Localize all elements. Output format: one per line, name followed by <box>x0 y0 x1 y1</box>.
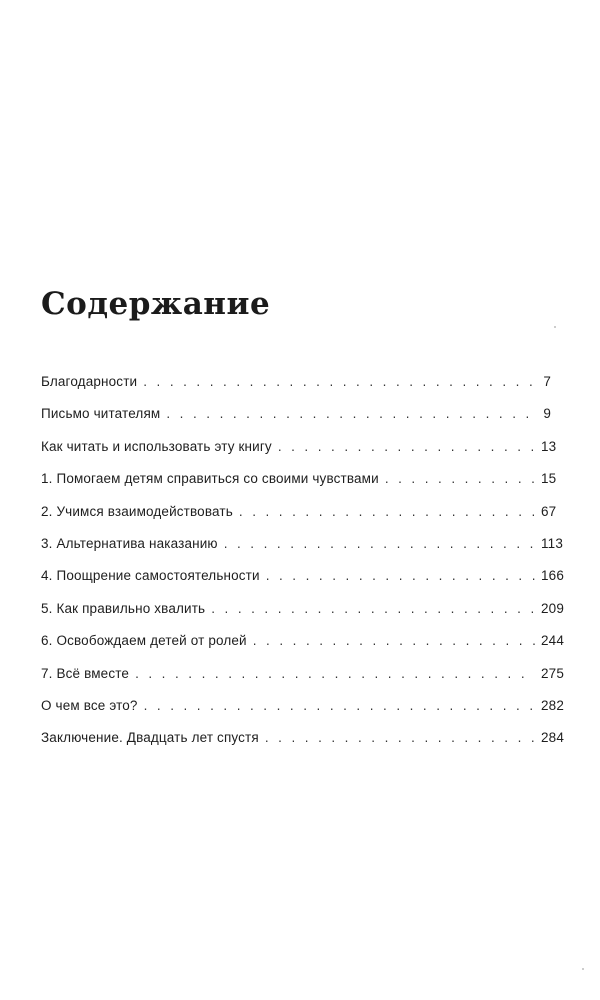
toc-entry-title: 5. Как правильно хвалить <box>41 600 206 616</box>
toc-entry <box>41 662 564 694</box>
toc-page-number: 113 <box>541 535 563 551</box>
dot-leader <box>253 629 535 653</box>
dot-leader <box>278 435 535 459</box>
toc-entry-title: 4. Поощрение самостоятельности <box>41 568 260 584</box>
toc-page-number: 166 <box>541 568 564 584</box>
toc-page-number: 7 <box>543 374 551 389</box>
table-of-contents <box>41 370 564 759</box>
toc-entry <box>41 597 564 629</box>
dot-leader <box>135 662 535 686</box>
toc-entry-title: 6. Освобождаем детей от ролей <box>41 633 247 649</box>
dot-leader <box>166 402 535 426</box>
toc-entry <box>41 629 564 661</box>
dot-leader <box>224 532 535 556</box>
toc-page-number: 282 <box>541 697 564 713</box>
page-title: Содержание <box>41 286 271 322</box>
dot-leader <box>143 370 535 394</box>
toc-entry <box>41 435 557 467</box>
toc-entry-title: 7. Всё вместе <box>41 665 130 681</box>
toc-entry <box>41 564 564 596</box>
dot-leader <box>385 467 535 491</box>
toc-entry <box>41 694 564 726</box>
toc-entry-title: Письмо читателям <box>41 406 161 422</box>
toc-entry <box>41 467 557 499</box>
paper-speck <box>582 968 584 970</box>
toc-page-number: 13 <box>541 438 557 454</box>
toc-entry-title: 3. Альтернатива наказанию <box>41 535 218 551</box>
toc-page-number: 244 <box>541 633 564 649</box>
toc-entry <box>41 370 551 402</box>
toc-entry-title: 1. Помогаем детям справиться со своими чувствами <box>41 471 379 487</box>
dot-leader <box>265 726 535 750</box>
dot-leader <box>211 597 535 621</box>
toc-entry <box>41 402 551 434</box>
toc-entry <box>41 500 557 532</box>
paper-speck <box>554 326 556 328</box>
toc-entry <box>41 532 563 564</box>
toc-entry-title: 2. Учимся взаимодействовать <box>41 503 233 519</box>
toc-entry-title: Заключение. Двадцать лет спустя <box>41 730 259 746</box>
toc-entry-title: Как читать и использовать эту книгу <box>41 438 272 454</box>
toc-page-number: 275 <box>541 665 564 681</box>
toc-entry <box>41 726 564 758</box>
toc-page-number: 9 <box>543 406 551 422</box>
dot-leader <box>266 564 535 588</box>
toc-page-number: 284 <box>541 730 564 746</box>
dot-leader <box>144 694 535 718</box>
toc-page-number: 209 <box>541 600 564 616</box>
toc-page-number: 15 <box>541 471 557 487</box>
dot-leader <box>239 500 535 524</box>
toc-entry-title: Благодарности <box>41 374 138 389</box>
toc-entry-title: О чем все это? <box>41 697 138 713</box>
toc-page-number: 67 <box>541 503 557 519</box>
